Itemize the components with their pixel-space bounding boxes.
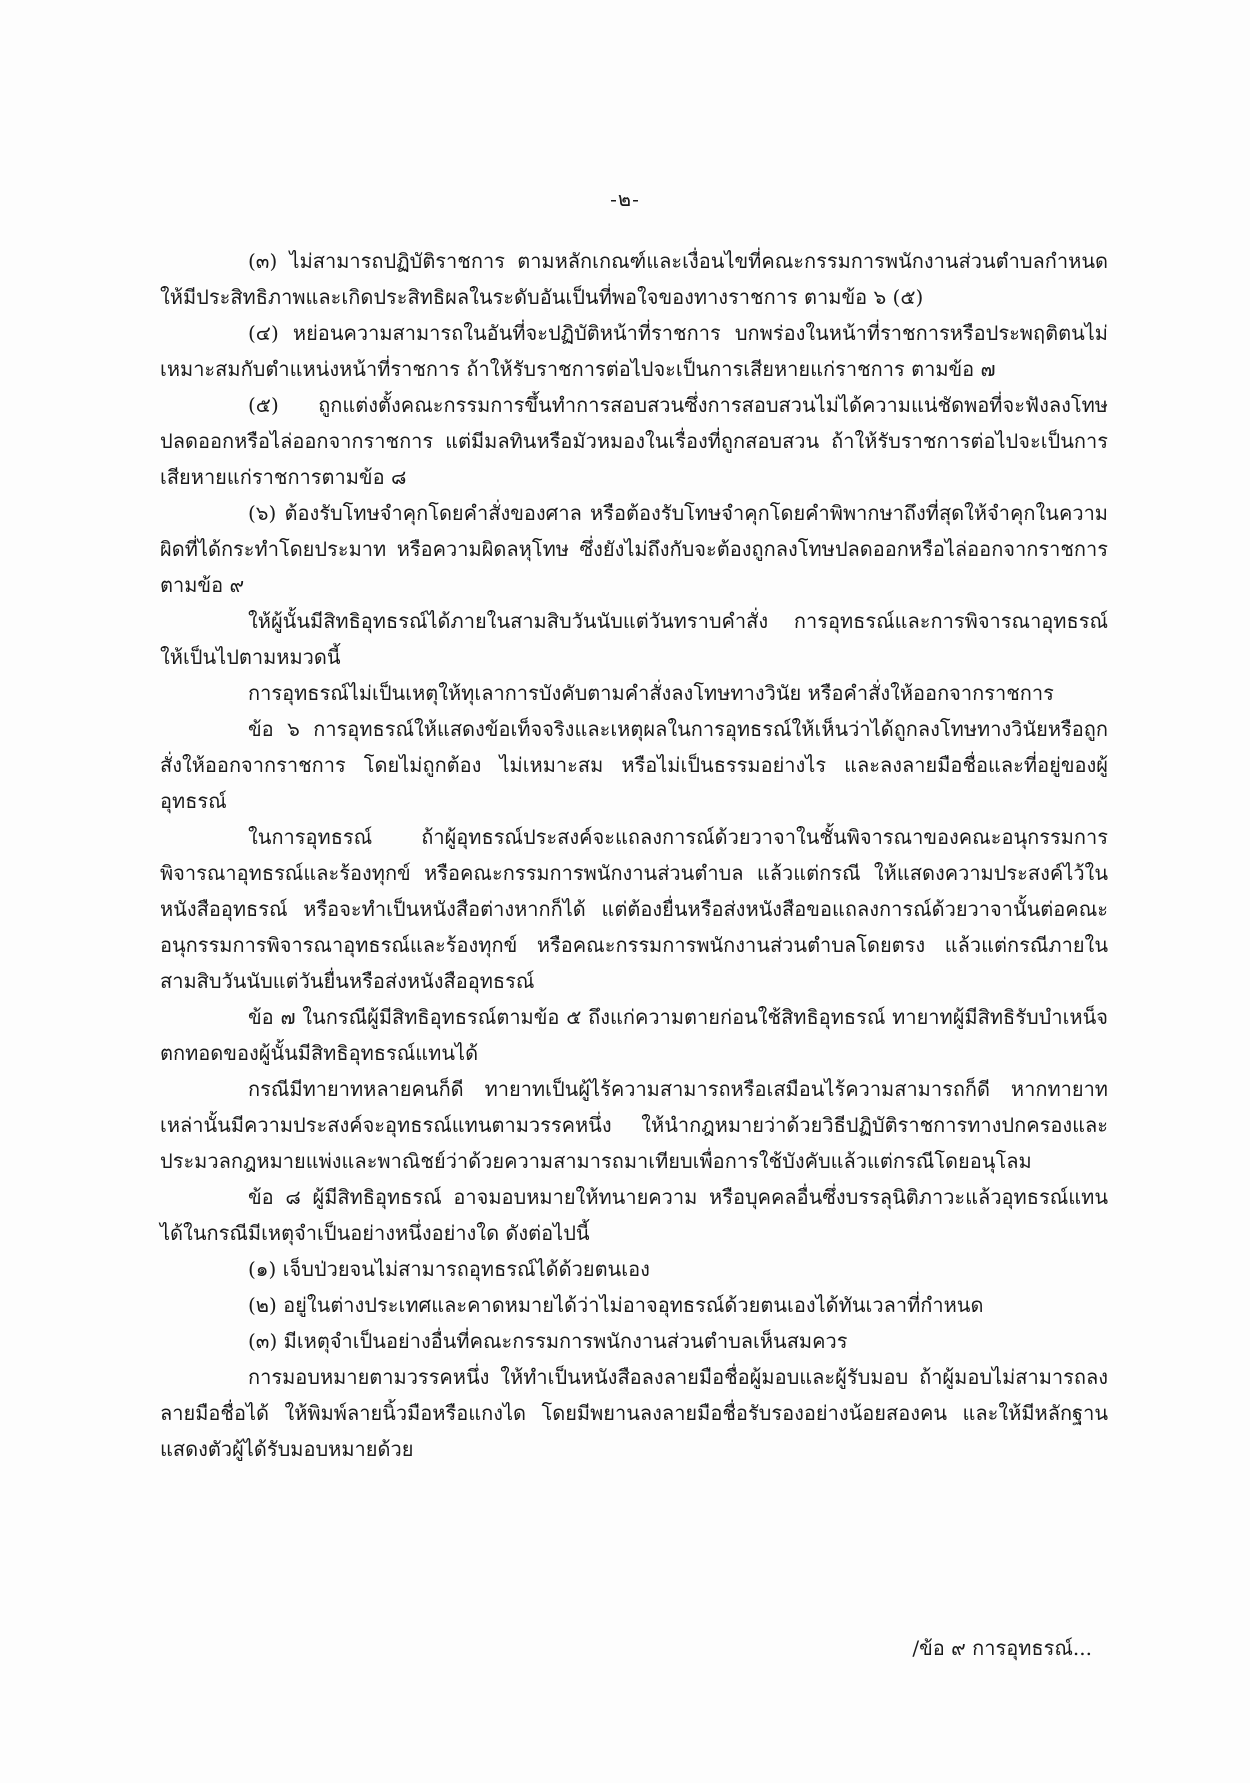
paragraph-no-stay: การอุทธรณ์ไม่เป็นเหตุให้ทุเลาการบังคับตามคำสั่งลงโทษทางวินัย หรือคำสั่งให้ออกจากราชการ [248, 681, 1054, 705]
paragraph-sub-1: (๑) เจ็บป่วยจนไม่สามารถอุทธรณ์ได้ด้วยตนเอง [248, 1257, 650, 1281]
page-number: -๒- [610, 187, 640, 211]
paragraph-item-5: (๕) ถูกแต่งตั้งคณะกรรมการขึ้นทำการสอบสวนซึ่งการสอบสวนไม่ได้ความแน่ชัดพอที่จะฟังลงโทษปลดออกหรือไล่ออกจากราชการ แต่มีมลทินหรือมัวหมองในเรื่องที่ถูกสอบสวน ถ้าให้รับราชการต่อไปจะเป็นการเสียหายแก่ราชการตามข้อ ๘ [160, 393, 1108, 489]
paragraph-sub-2: (๒) อยู่ในต่างประเทศและคาดหมายได้ว่าไม่อาจอุทธรณ์ด้วยตนเองได้ทันเวลาที่กำหนด [248, 1293, 984, 1317]
continuation-note: /ข้อ ๙ การอุทธรณ์... [912, 1636, 1092, 1660]
paragraph-oral-statement: ในการอุทธรณ์ ถ้าผู้อุทธรณ์ประสงค์จะแถลงการณ์ด้วยวาจาในชั้นพิจารณาของคณะอนุกรรมการพิจารณาอุทธรณ์และร้องทุกข์ หรือคณะกรรมการพนักงานส่วนตำบล แล้วแต่กรณี ให้แสดงความประสงค์ไว้ในหนังสืออุทธรณ์ หรือจะทำเป็นหนังสือต่างหากก็ได้ แต่ต้องยื่นหรือส่งหนังสือขอแถลงการณ์ด้วยวาจานั้นต่อคณะอนุกรรมการพิจารณาอุทธรณ์และร้องทุกข์ หรือคณะกรรมการพนักงานส่วนตำบลโดยตรง แล้วแต่กรณีภายในสามสิบวันนับแต่วันยื่นหรือส่งหนังสืออุทธรณ์ [160, 825, 1108, 993]
paragraph-heirs: กรณีมีทายาทหลายคนก็ดี ทายาทเป็นผู้ไร้ความสามารถหรือเสมือนไร้ความสามารถก็ดี หากทายาทเหล่านั้นมีความประสงค์จะอุทธรณ์แทนตามวรรคหนึ่ง ให้นำกฎหมายว่าด้วยวิธีปฏิบัติราชการทางปกครองและประมวลกฎหมายแพ่งและพาณิชย์ว่าด้วยความสามารถมาเทียบเพื่อการใช้บังคับแล้วแต่กรณีโดยอนุโลม [160, 1077, 1108, 1173]
paragraph-appeal-right: ให้ผู้นั้นมีสิทธิอุทธรณ์ได้ภายในสามสิบวันนับแต่วันทราบคำสั่ง การอุทธรณ์และการพิจารณาอุทธรณ์ให้เป็นไปตามหมวดนี้ [160, 609, 1108, 669]
paragraph-delegation: การมอบหมายตามวรรคหนึ่ง ให้ทำเป็นหนังสือลงลายมือชื่อผู้มอบและผู้รับมอบ ถ้าผู้มอบไม่สามารถลงลายมือชื่อได้ ให้พิมพ์ลายนิ้วมือหรือแกงได โดยมีพยานลงลายมือชื่อรับรองอย่างน้อยสองคน และให้มีหลักฐานแสดงตัวผู้ได้รับมอบหมายด้วย [160, 1365, 1108, 1461]
paragraph-item-3: (๓) ไม่สามารถปฏิบัติราชการ ตามหลักเกณฑ์และเงื่อนไขที่คณะกรรมการพนักงานส่วนตำบลกำหนด ให้มีประสิทธิภาพและเกิดประสิทธิผลในระดับอันเป็นที่พอใจของทางราชการ ตามข้อ ๖ (๕) [160, 249, 1108, 309]
document-body [160, 243, 1108, 1467]
paragraph-clause-8: ข้อ ๘ ผู้มีสิทธิอุทธรณ์ อาจมอบหมายให้ทนายความ หรือบุคคลอื่นซึ่งบรรลุนิติภาวะแล้วอุทธรณ์แทนได้ในกรณีมีเหตุจำเป็นอย่างหนึ่งอย่างใด ดังต่อไปนี้ [160, 1185, 1108, 1245]
paragraph-item-6: (๖) ต้องรับโทษจำคุกโดยคำสั่งของศาล หรือต้องรับโทษจำคุกโดยคำพิพากษาถึงที่สุดให้จำคุกในความผิดที่ได้กระทำโดยประมาท หรือความผิดลหุโทษ ซึ่งยังไม่ถึงกับจะต้องถูกลงโทษปลดออกหรือไล่ออกจากราชการ ตามข้อ ๙ [160, 501, 1108, 597]
paragraph-item-4: (๔) หย่อนความสามารถในอันที่จะปฏิบัติหน้าที่ราชการ บกพร่องในหน้าที่ราชการหรือประพฤติตนไม่เหมาะสมกับตำแหน่งหน้าที่ราชการ ถ้าให้รับราชการต่อไปจะเป็นการเสียหายแก่ราชการ ตามข้อ ๗ [160, 321, 1108, 381]
paragraph-clause-7: ข้อ ๗ ในกรณีผู้มีสิทธิอุทธรณ์ตามข้อ ๕ ถึงแก่ความตายก่อนใช้สิทธิอุทธรณ์ ทายาทผู้มีสิทธิรับบำเหน็จตกทอดของผู้นั้นมีสิทธิอุทธรณ์แทนได้ [160, 1005, 1108, 1065]
paragraph-sub-3: (๓) มีเหตุจำเป็นอย่างอื่นที่คณะกรรมการพนักงานส่วนตำบลเห็นสมควร [248, 1329, 848, 1353]
paragraph-clause-6: ข้อ ๖ การอุทธรณ์ให้แสดงข้อเท็จจริงและเหตุผลในการอุทธรณ์ให้เห็นว่าได้ถูกลงโทษทางวินัยหรือถูกสั่งให้ออกจากราชการ โดยไม่ถูกต้อง ไม่เหมาะสม หรือไม่เป็นธรรมอย่างไร และลงลายมือชื่อและที่อยู่ของผู้อุทธรณ์ [160, 717, 1108, 813]
